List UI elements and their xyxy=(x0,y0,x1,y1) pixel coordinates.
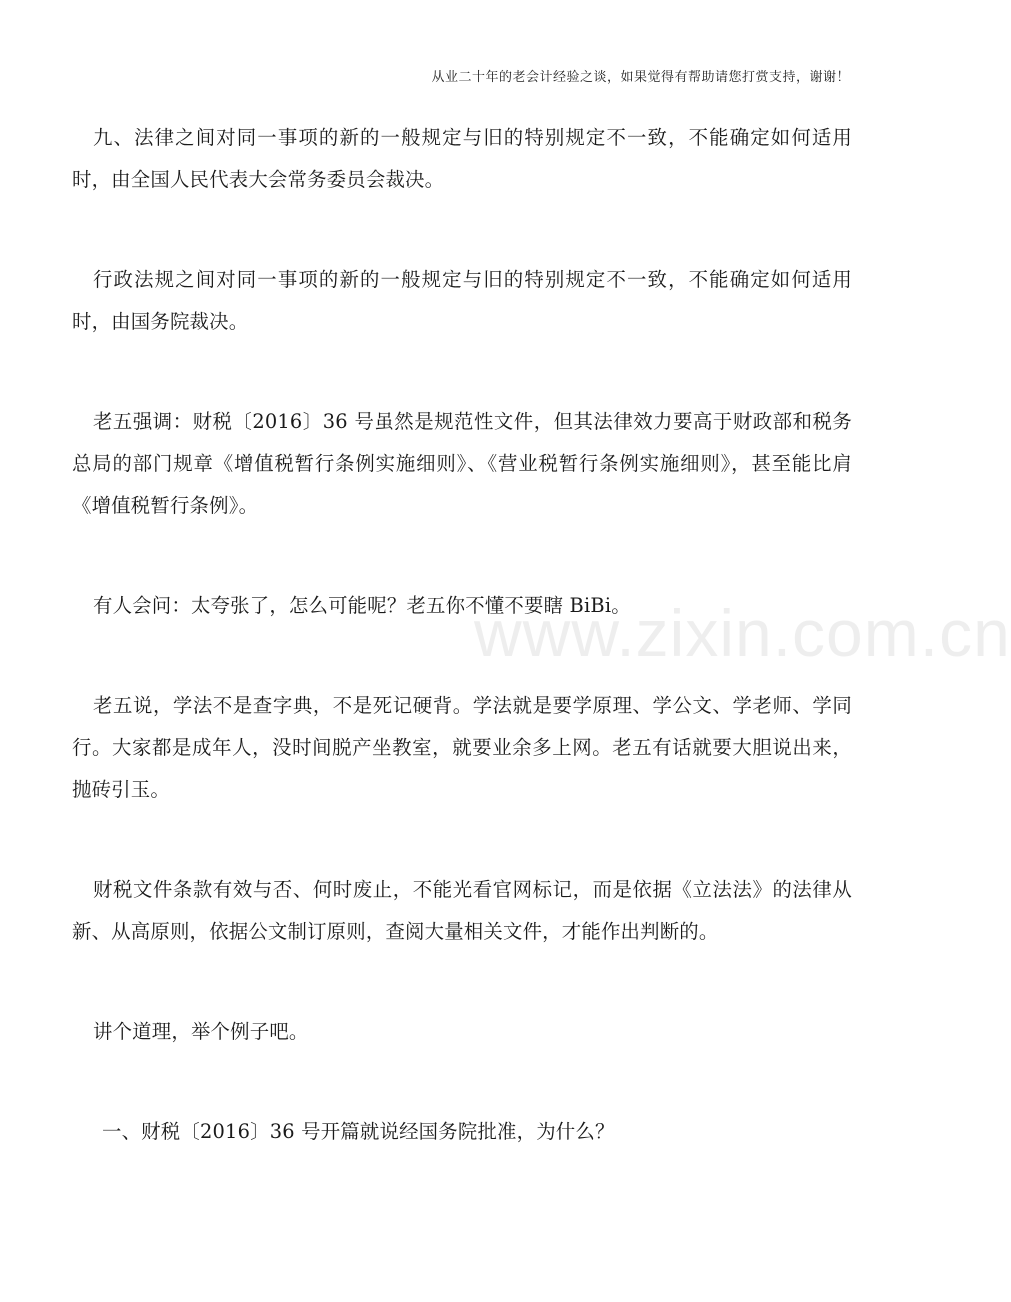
document-body xyxy=(72,117,852,1211)
paragraph: 老五强调：财税〔2016〕36 号虽然是规范性文件，但其法律效力要高于财政部和税务总局的部门规章《增值税暂行条例实施细则》、《营业税暂行条例实施细则》，甚至能比肩《增值税暂行条例》。 xyxy=(72,410,852,517)
section-heading: 一、财税〔2016〕36 号开篇就说经国务院批准，为什么？ xyxy=(102,1120,615,1143)
paragraph: 行政法规之间对同一事项的新的一般规定与旧的特别规定不一致，不能确定如何适用时，由国务院裁决。 xyxy=(72,268,852,333)
paragraph: 老五说，学法不是查字典，不是死记硬背。学法就是要学原理、学公文、学老师、学同行。大家都是成年人，没时间脱产坐教室，就要业余多上网。老五有话就要大胆说出来，抛砖引玉。 xyxy=(72,694,852,801)
watermark: www.zixin.com.cn xyxy=(474,596,1011,670)
paragraph: 讲个道理，举个例子吧。 xyxy=(93,1020,309,1043)
paragraph: 有人会问：太夸张了，怎么可能呢？老五你不懂不要瞎 BiBi。 xyxy=(93,594,631,617)
header-note: 从业二十年的老会计经验之谈，如果觉得有帮助请您打赏支持，谢谢！ xyxy=(431,70,850,85)
paragraph: 财税文件条款有效与否、何时废止，不能光看官网标记，而是依据《立法法》的法律从新、从高原则，依据公文制订原则，查阅大量相关文件，才能作出判断的。 xyxy=(72,878,852,943)
paragraph: 九、法律之间对同一事项的新的一般规定与旧的特别规定不一致，不能确定如何适用时，由全国人民代表大会常务委员会裁决。 xyxy=(72,126,852,191)
